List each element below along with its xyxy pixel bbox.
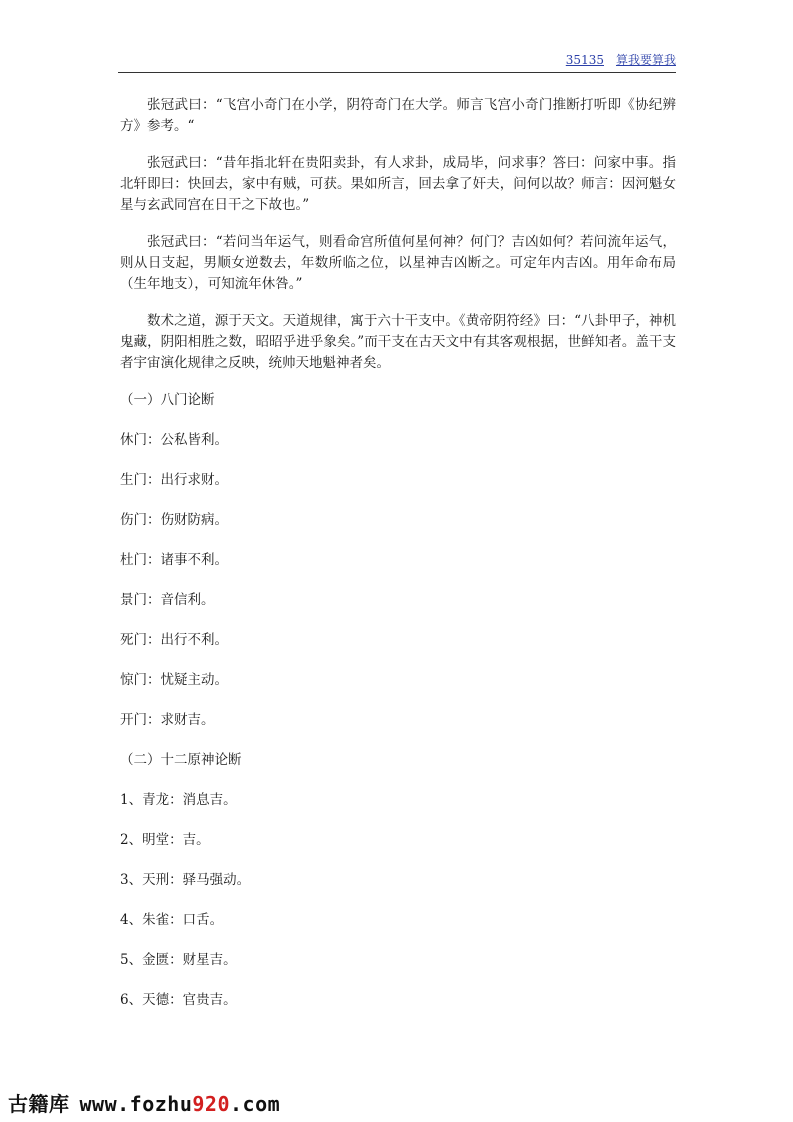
section-title-twelve-spirits: （二）十二原神论断	[120, 752, 242, 768]
list-item: 伤门：伤财防病。	[120, 512, 228, 528]
list-item: 5、金匮：财星吉。	[120, 952, 237, 968]
list-item: 开门：求财吉。	[120, 712, 215, 728]
paragraph-1: 张冠武曰：“飞宫小奇门在小学，阴符奇门在大学。师言飞宫小奇门推断打听即《协纪辨方》参考。“	[120, 97, 676, 134]
paragraph-3: 张冠武曰：“若问当年运气，则看命宫所值何星何神？何门？吉凶如何？若问流年运气，则从日支起，男顺女逆数去，年数所临之位，以星神吉凶断之。可定年内吉凶。用年命布局（生年地支），可知流年休咎。”	[120, 234, 676, 292]
footer-url-prefix: www.fozhu	[79, 1092, 193, 1116]
document-body	[120, 95, 676, 1030]
list-item: 生门：出行求财。	[120, 472, 228, 488]
footer-watermark	[8, 1088, 280, 1117]
list-item: 6、天德：官贵吉。	[120, 992, 237, 1008]
paragraph-2: 张冠武曰：“昔年指北轩在贵阳卖卦，有人求卦，成局毕，问求事？答曰：问家中事。指北轩即曰：快回去，家中有贼，可获。果如所言，回去拿了奸夫，问何以故？师言：因河魁女星与玄武同宫在日干之下故也。”	[120, 155, 676, 213]
list-item: 4、朱雀：口舌。	[120, 912, 224, 928]
section-title-eight-gates: （一）八门论断	[120, 392, 215, 408]
list-item: 3、天刑：驿马强动。	[120, 872, 251, 888]
list-item: 景门：音信利。	[120, 592, 215, 608]
page-header	[118, 52, 676, 73]
header-link-number[interactable]: 35135	[565, 53, 604, 67]
footer-url-suffix: .com	[230, 1092, 281, 1116]
list-item: 杜门：诸事不利。	[120, 552, 228, 568]
list-item: 惊门：忧疑主动。	[120, 672, 228, 688]
footer-url-number: 920	[192, 1092, 230, 1116]
paragraph-4: 数术之道，源于天文。天道规律，寓于六十干支中。《黄帝阴符经》曰：“八卦甲子，神机鬼藏，阴阳相胜之数，昭昭乎进乎象矣。”而干支在古天文中有其客观根据，世鲜知者。盖干支者宇宙演化规律之反映，统帅天地魁神者矣。	[120, 313, 676, 371]
header-link-title[interactable]: 算我要算我	[615, 53, 676, 67]
list-item: 死门：出行不利。	[120, 632, 228, 648]
list-item: 1、青龙：消息吉。	[120, 792, 237, 808]
list-item: 休门：公私皆利。	[120, 432, 228, 448]
footer-site-name: 古籍库	[8, 1092, 70, 1116]
list-item: 2、明堂：吉。	[120, 832, 210, 848]
